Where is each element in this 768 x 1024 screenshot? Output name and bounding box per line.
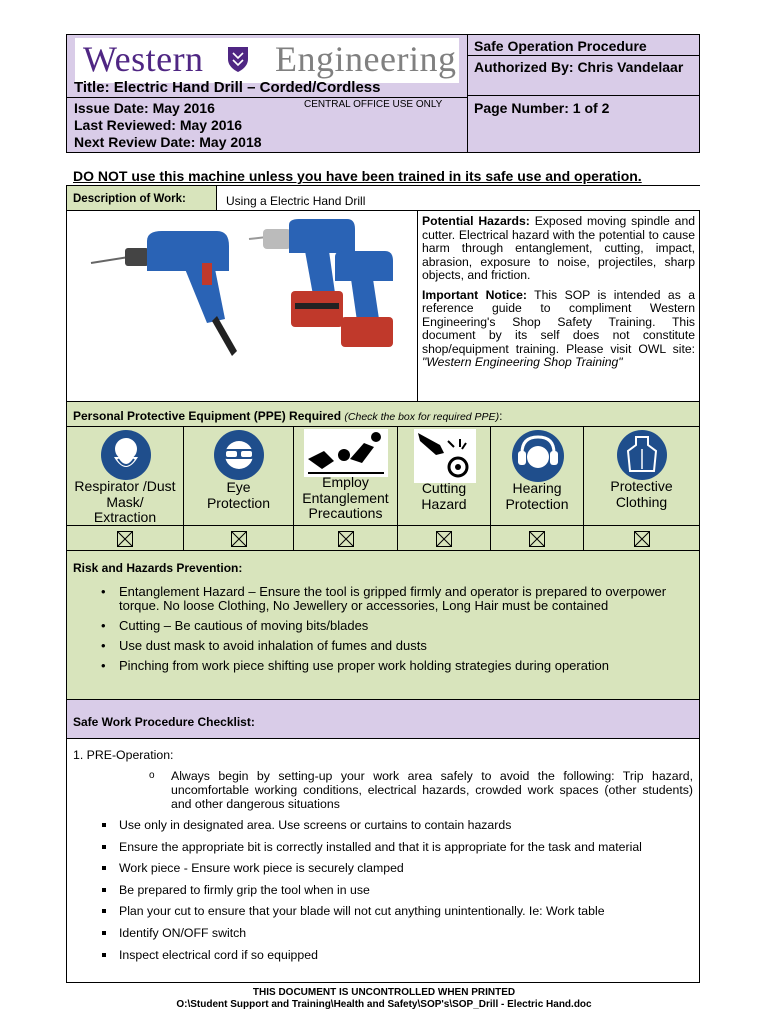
protective-clothing-checkbox[interactable] (634, 531, 650, 547)
shield-icon (227, 45, 249, 73)
checklist-item: Work piece - Ensure work piece is securely clamped (73, 861, 693, 875)
checklist-item: Identify ON/OFF switch (73, 926, 693, 940)
drill-illustration (67, 211, 415, 401)
description-value: Using a Electric Hand Drill (217, 186, 701, 212)
cutting-hazard-icon (414, 429, 476, 483)
risk-item: • Use dust mask to avoid inhalation of fumes and dusts (73, 639, 693, 653)
ppe-entanglement: Employ Entanglement Precautions (293, 426, 398, 526)
risk-item: • Pinching from work piece shifting use proper work holding strategies during operation (73, 659, 693, 673)
risk-prevention-section (66, 550, 700, 700)
logo-western-text: Western (83, 39, 204, 79)
eye-protection-checkbox[interactable] (231, 531, 247, 547)
checklist-header: Safe Work Procedure Checklist: (66, 699, 700, 739)
risk-item: • Entanglement Hazard – Ensure the tool is gripped firmly and operator is prepared to overpower torque. No loose Clothing, No Jewellery or accessories, Long Hair must be contained (73, 585, 693, 613)
ppe-protective-clothing: Protective Clothing (583, 426, 700, 526)
document-title: Title: Electric Hand Drill – Corded/Cordless (74, 79, 381, 96)
entanglement-icon (304, 429, 388, 477)
ppe-hearing-protection: Hearing Protection (490, 426, 584, 526)
authorized-by: Authorized By: Chris Vandelaar (474, 59, 684, 75)
ppe-eye-protection: Eye Protection (183, 426, 294, 526)
sop-label: Safe Operation Procedure (474, 38, 647, 54)
respirator-icon (98, 429, 154, 481)
checklist-body (66, 738, 700, 983)
apron-icon (614, 429, 670, 481)
last-reviewed: Last Reviewed: May 2016 (74, 117, 243, 133)
hazard-notice (416, 211, 701, 403)
entanglement-checkbox[interactable] (338, 531, 354, 547)
safety-glasses-icon (211, 429, 267, 481)
divider (67, 97, 467, 98)
description-row (66, 185, 700, 211)
risk-item: • Cutting – Be cautious of moving bits/blades (73, 619, 693, 633)
ppe-cutting-hazard: Cutting Hazard (397, 426, 491, 526)
date-block (74, 100, 262, 151)
office-use-label: CENTRAL OFFICE USE ONLY (304, 99, 443, 110)
ear-muffs-icon (508, 429, 568, 483)
divider (468, 55, 699, 56)
ppe-checkbox-row (66, 525, 700, 551)
checklist-item: Plan your cut to ensure that your blade will not cut anything unintentionally. Ie: Work table (73, 904, 693, 918)
checklist-item: Ensure the appropriate bit is correctly installed and that it is appropriate for the task and material (73, 840, 693, 854)
file-path: O:\Student Support and Training\Health and Safety\SOP's\SOP_Drill - Electric Hand.doc (176, 999, 592, 1010)
description-label: Description of Work: (67, 186, 217, 212)
hearing-protection-checkbox[interactable] (529, 531, 545, 547)
logo (75, 38, 459, 83)
checklist-item: Be prepared to firmly grip the tool when in use (73, 883, 693, 897)
drill-bit-icon (91, 257, 129, 263)
drill-image (67, 211, 418, 403)
ppe-icons-row (66, 426, 700, 526)
pre-operation-note: o Always begin by setting-up your work area safely to avoid the following: Trip hazard, uncomfortable working conditions, electrical hazards, crowded work spaces (other students) and other dangerous situations (73, 769, 693, 811)
ppe-header: Personal Protective Equipment (PPE) Required (Check the box for required PPE): (66, 401, 700, 427)
logo-engineering-text: Engineering (275, 39, 457, 79)
checklist-item: Inspect electrical cord if so equipped (73, 948, 693, 962)
checklist-item: Use only in designated area. Use screens or curtains to contain hazards (73, 818, 693, 832)
image-hazard-row (66, 210, 700, 402)
important-notice: Important Notice: This SOP is intended as a reference guide to compliment Western Engineering's Shop Safety Training. This document by its self does not constitute shop/equipment training. Please visit OWL site: "Western Engineering Shop Training" (422, 287, 695, 369)
pre-operation-heading: 1. PRE-Operation: (73, 748, 174, 762)
issue-date: Issue Date: May 2016 (74, 100, 215, 116)
header-right-panel (468, 35, 699, 152)
training-warning: DO NOT use this machine unless you have been trained in its safe use and operation. (73, 168, 642, 184)
potential-hazards: Potential Hazards: Exposed moving spindle and cutter. Electrical hazard with the potential to cause harm through entanglement, cutting, impact, abrasion, exposure to noise, projectiles, sharp objects, and friction. (422, 214, 696, 282)
document-header (66, 34, 700, 153)
ppe-respirator: Respirator /Dust Mask/ Extraction (66, 426, 184, 526)
cutting-hazard-checkbox[interactable] (436, 531, 452, 547)
uncontrolled-notice: THIS DOCUMENT IS UNCONTROLLED WHEN PRINTED (252, 987, 516, 998)
respirator-checkbox[interactable] (117, 531, 133, 547)
page-number: Page Number: 1 of 2 (474, 100, 610, 116)
next-review-date: Next Review Date: May 2018 (74, 134, 262, 150)
risk-title: Risk and Hazards Prevention: (73, 561, 243, 575)
owl-site-link[interactable]: "Western Engineering Shop Training" (422, 355, 623, 369)
divider (468, 95, 699, 96)
header-left-panel (67, 35, 467, 152)
